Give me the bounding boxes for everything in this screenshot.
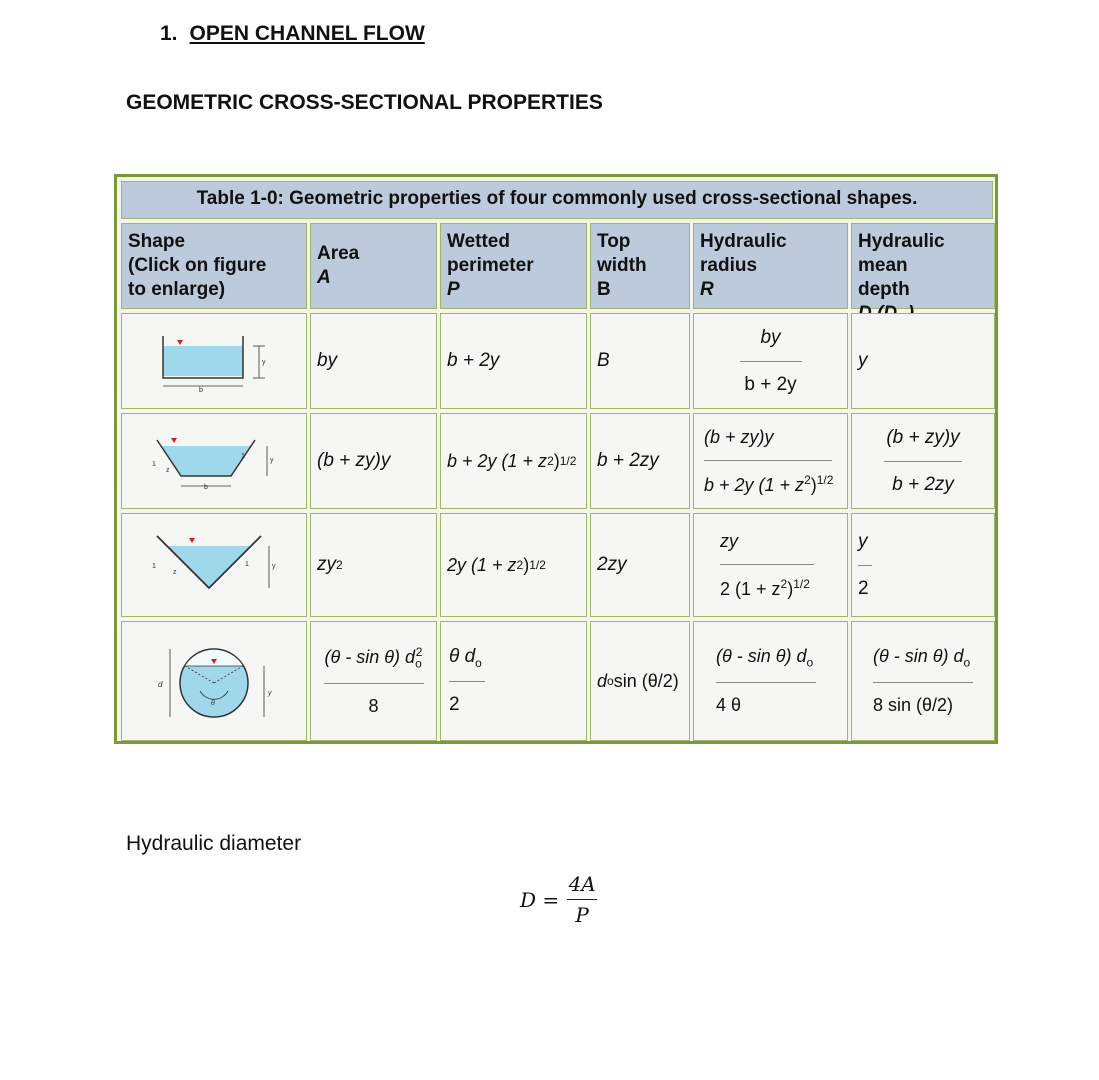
svg-text:y: y	[262, 359, 266, 366]
header-perimeter-symbol: P	[447, 279, 460, 300]
trap-area-value: (b + zy)y	[317, 450, 391, 471]
trap-radius-num: (b + zy)y	[704, 426, 774, 447]
tri-area	[310, 513, 437, 617]
rect-perimeter-value: b + 2y	[447, 350, 500, 371]
shape-circle-figure[interactable]	[121, 621, 307, 741]
rect-depth	[851, 313, 995, 409]
svg-text:z: z	[173, 569, 177, 576]
header-perimeter	[440, 223, 587, 309]
circ-area-sup: 2	[415, 645, 423, 660]
header-shape-line2: (Click on figure	[128, 255, 267, 276]
tri-depth-num: y	[858, 530, 868, 552]
trap-width-value: b + 2zy	[597, 450, 659, 471]
circ-radius-sub: o	[806, 655, 814, 670]
trap-perimeter-a: b + 2y (1 + z	[447, 450, 548, 471]
tri-radius-sup12: 1/2	[793, 576, 810, 591]
svg-text:y: y	[268, 690, 272, 697]
header-depth-line2: depth	[858, 279, 910, 300]
svg-text:y: y	[270, 457, 274, 464]
svg-text:1: 1	[152, 563, 156, 570]
circ-radius-den: 4 θ	[716, 694, 742, 715]
tri-area-sup: 2	[336, 558, 343, 572]
circ-perimeter-sub: o	[475, 655, 482, 670]
rect-perimeter	[440, 313, 587, 409]
header-radius-symbol: R	[700, 279, 714, 300]
svg-text:1: 1	[245, 561, 249, 568]
tri-perimeter-sup12: 1/2	[529, 558, 546, 572]
table-caption: Table 1-0: Geometric properties of four commonly used cross-sectional shapes.	[121, 181, 993, 219]
rect-width	[590, 313, 690, 409]
tri-perimeter-sup2: 2	[516, 558, 524, 572]
circ-width	[590, 621, 690, 741]
trap-perimeter-sup12: 1/2	[559, 454, 577, 468]
triangle-channel-icon	[149, 528, 279, 602]
tri-width-value: 2zy	[597, 554, 627, 575]
svg-text:b: b	[199, 387, 203, 394]
svg-text:z: z	[166, 467, 170, 474]
trap-radius: $\frac{(b + zy)y}{b + 2y (1 + z^2)^{1/2}}$	[693, 413, 848, 509]
formula-numerator: 4A	[568, 872, 596, 896]
circ-area-den: 8	[368, 695, 379, 716]
header-width	[590, 223, 690, 309]
trap-area	[310, 413, 437, 509]
rect-radius-den: b + 2y	[744, 373, 797, 395]
rect-radius	[693, 313, 848, 409]
rect-area-value: by	[317, 350, 338, 371]
header-width-symbol: B	[597, 279, 611, 300]
header-perimeter-line2: perimeter	[447, 255, 534, 276]
circ-perimeter-den: 2	[449, 694, 460, 716]
shape-trapezoid-figure[interactable]	[121, 413, 307, 509]
svg-text:1: 1	[152, 461, 156, 468]
rect-depth-value: y	[858, 350, 868, 371]
tri-depth	[851, 513, 995, 617]
header-shape-line3: to enlarge)	[128, 279, 226, 300]
subsection-heading: GEOMETRIC CROSS-SECTIONAL PROPERTIES	[126, 91, 603, 114]
circ-depth-num: (θ - sin θ) d	[873, 646, 964, 667]
tri-radius-den: 2 (1 + z	[720, 578, 781, 599]
tri-radius: $\frac{zy}{2 (1 + z^2)^{1/2}}$	[693, 513, 848, 617]
circ-perimeter	[440, 621, 587, 741]
trap-radius-den: b + 2y (1 + z	[704, 474, 805, 495]
rect-radius-num: by	[760, 326, 781, 348]
circ-area-sub: o	[415, 656, 422, 671]
header-shape	[121, 223, 307, 309]
section-heading	[160, 22, 425, 46]
header-radius-line1: Hydraulic	[700, 231, 787, 252]
tri-perimeter: 2y (1 + z 2 ) 1/2	[440, 513, 587, 617]
tri-radius-sup2: 2	[780, 576, 788, 591]
rect-width-value: B	[597, 350, 610, 371]
tri-depth-den: 2	[858, 577, 869, 599]
circ-area	[310, 621, 437, 741]
header-area-symbol: A	[317, 267, 331, 288]
formula-denominator: P	[575, 903, 589, 927]
rectangle-channel-icon	[149, 326, 279, 396]
header-perimeter-line1: Wetted	[447, 231, 510, 252]
section-number: 1.	[160, 22, 178, 45]
header-area	[310, 223, 437, 309]
circ-depth-sub: o	[963, 655, 971, 670]
circ-radius-num: (θ - sin θ) d	[716, 646, 807, 667]
trap-radius-sup2: 2	[804, 472, 811, 487]
svg-text:b: b	[204, 484, 208, 491]
svg-text:y: y	[272, 563, 276, 570]
properties-table	[114, 174, 998, 744]
trapezoid-channel-icon	[149, 426, 279, 496]
header-radius	[693, 223, 848, 309]
hydraulic-diameter-formula	[520, 872, 597, 927]
circ-width-a: d	[597, 670, 608, 691]
header-area-line1: Area	[317, 243, 360, 264]
trap-width	[590, 413, 690, 509]
svg-text:1: 1	[241, 453, 245, 460]
header-radius-line2: radius	[700, 255, 758, 276]
circle-channel-icon	[144, 631, 284, 731]
trap-depth	[851, 413, 995, 509]
circ-width-sub: o	[607, 674, 614, 688]
shape-triangle-figure[interactable]	[121, 513, 307, 617]
circ-depth-den: 8 sin (θ/2)	[873, 694, 954, 715]
section-title: OPEN CHANNEL FLOW	[189, 22, 425, 45]
formula-lhs: D =	[520, 887, 560, 912]
circ-perimeter-num: θ d	[449, 645, 476, 667]
svg-text:θ: θ	[211, 700, 215, 707]
shape-rectangle-figure[interactable]	[121, 313, 307, 409]
header-depth	[851, 223, 995, 309]
svg-text:d: d	[158, 680, 163, 689]
trap-perimeter: b + 2y (1 + z 2 ) 1/2	[440, 413, 587, 509]
trap-depth-num: (b + zy)y	[886, 426, 960, 448]
tri-width	[590, 513, 690, 617]
circ-area-num: (θ - sin θ) d	[324, 647, 416, 668]
trap-depth-den: b + 2zy	[892, 473, 954, 495]
rect-area	[310, 313, 437, 409]
header-width-line2: width	[597, 255, 647, 276]
hydraulic-diameter-label: Hydraulic diameter	[126, 832, 302, 855]
circ-width-b: sin (θ/2)	[613, 670, 679, 691]
header-shape-line1: Shape	[128, 231, 186, 252]
header-depth-line1: Hydraulic mean	[858, 231, 945, 276]
circ-radius	[693, 621, 848, 741]
trap-perimeter-sup2: 2	[547, 454, 554, 468]
tri-area-value: zy	[317, 554, 336, 575]
circ-depth	[851, 621, 995, 741]
header-width-line1: Top	[597, 231, 631, 252]
tri-radius-num: zy	[720, 530, 738, 551]
trap-radius-sup12: 1/2	[816, 472, 834, 487]
tri-perimeter-a: 2y (1 + z	[447, 554, 517, 575]
